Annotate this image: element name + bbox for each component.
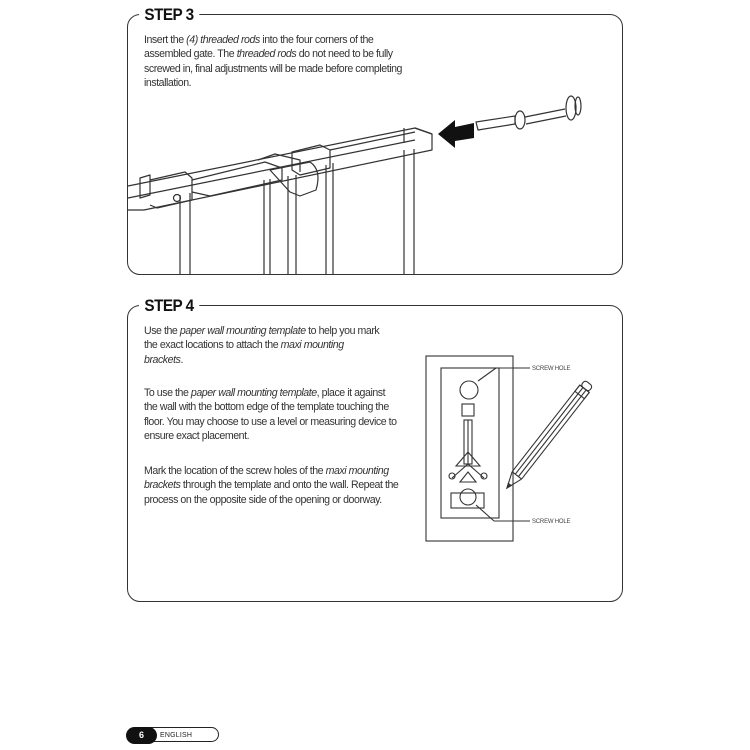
language-label: ENGLISH [148, 727, 219, 742]
screw-hole-bottom-label: SCREW HOLE [532, 519, 571, 525]
step-4-paragraph-3: Mark the location of the screw holes of the maxi mounting brackets through the template and onto the wall. Repeat the process on the opposite side of the opening or doorway. [144, 465, 399, 506]
step-4-title: STEP 4 [139, 297, 199, 315]
step-3-instructions: Insert the (4) threaded rods into the four corners of the assembled gate. The threaded rods do not need to be fully screwed in, final adjustments will be made before completing installation. [144, 34, 402, 89]
step-4-paragraph-2: To use the paper wall mounting template, place it against the wall with the bottom edge of the template touching the floor. You may choose to use a level or measuring device to ensure exact placement. [144, 387, 397, 442]
step-4-paragraph-1: Use the paper wall mounting template to help you mark the exact locations to attach the maxi mounting brackets. [144, 325, 380, 366]
step-3-title: STEP 3 [139, 6, 199, 24]
screw-hole-top-label: SCREW HOLE [532, 366, 571, 372]
page-number: 6 [126, 727, 157, 744]
